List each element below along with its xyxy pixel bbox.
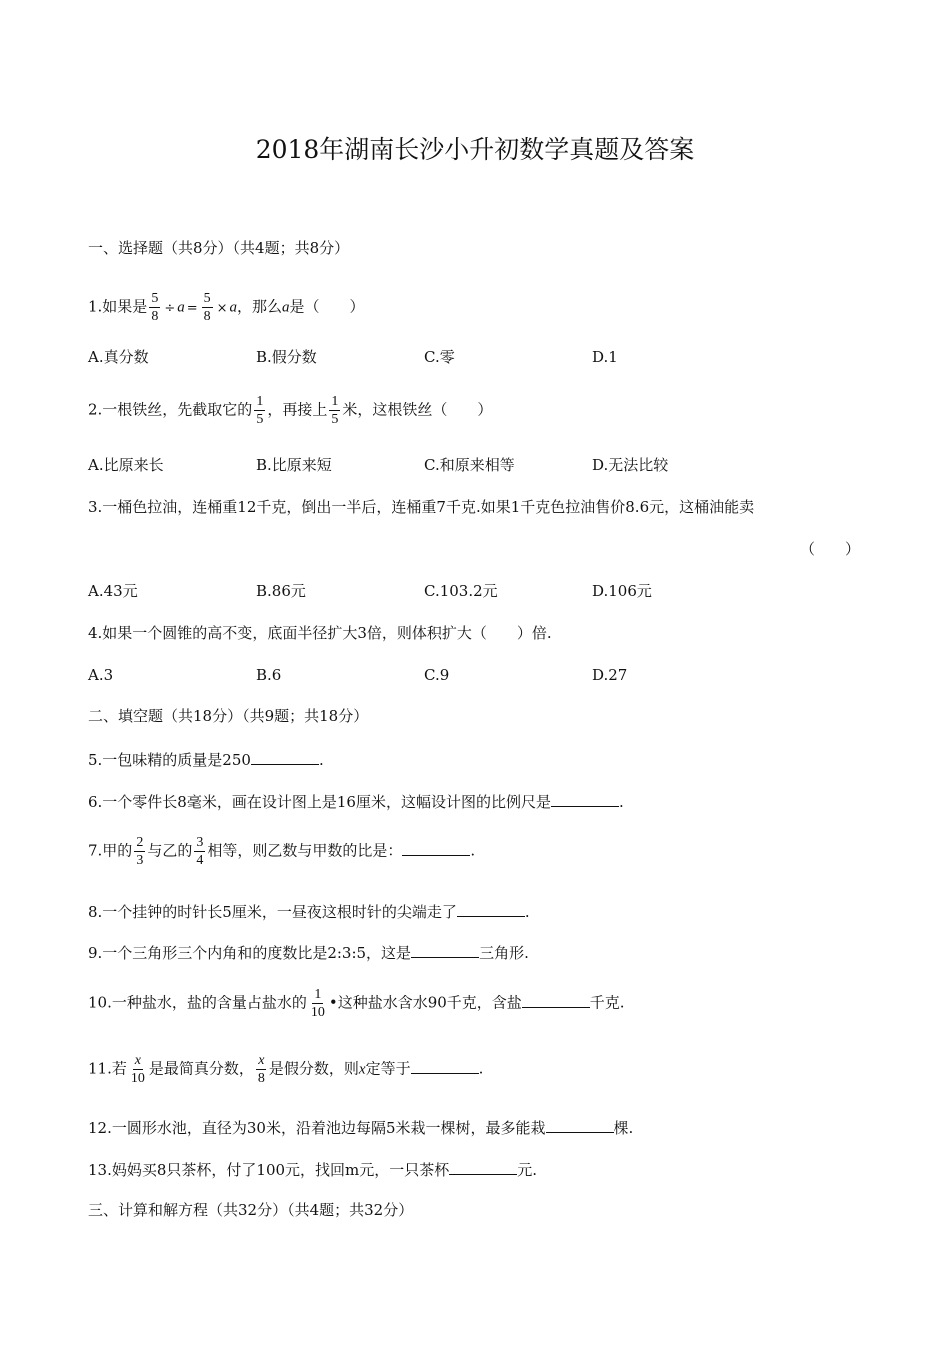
q3-option-d: D.106元 <box>592 582 652 600</box>
q8-suffix: . <box>524 903 530 921</box>
q6-prefix: 6.一个零件长8毫米，画在设计图上是16厘米，这幅设计图的比例尺是 <box>88 793 551 811</box>
q11-blank[interactable] <box>411 1057 479 1074</box>
question-12 <box>88 1116 633 1138</box>
q10-blank[interactable] <box>522 991 590 1008</box>
q2-mid: ，再接上 <box>267 400 328 419</box>
q2-frac2-numerator: 1 <box>331 394 339 409</box>
q3-option-b: B.86元 <box>256 582 306 600</box>
q10-mid: •这种盐水含水90千克，含盐 <box>328 993 522 1012</box>
q7-blank[interactable] <box>402 839 470 856</box>
q6-suffix: . <box>618 793 624 811</box>
q13-prefix: 13.妈妈买8只茶杯，付了100元，找回m元，一只茶杯 <box>88 1161 450 1179</box>
question-9 <box>88 941 529 963</box>
q1-var-a: a <box>177 299 185 316</box>
q1-option-a: A.真分数 <box>88 348 149 366</box>
q2-prefix: 2.一根铁丝，先截取它的 <box>88 400 253 419</box>
q11-mid3: 定等于 <box>365 1059 411 1078</box>
q1-frac2-numerator: 5 <box>203 291 211 306</box>
q11-mid: 是最简真分数， <box>148 1059 254 1078</box>
q2-fraction-1 <box>254 393 265 428</box>
q4-option-c: C.9 <box>424 666 450 684</box>
q13-suffix: 元. <box>517 1161 538 1179</box>
page-title: 2018年湖南长沙小升初数学真题及答案 <box>255 135 695 164</box>
q7-frac2-denominator: 4 <box>196 853 204 868</box>
q7-fraction-2 <box>194 834 205 869</box>
q1-var-a-2: a <box>229 299 238 316</box>
q10-fraction <box>309 986 327 1021</box>
q2-fraction-2 <box>329 393 340 428</box>
q7-prefix: 7.甲的 <box>88 841 133 860</box>
q10-suffix: 千克. <box>589 993 625 1012</box>
q1-option-c: C.零 <box>424 348 455 366</box>
q1-multiply-sign: × <box>216 300 228 316</box>
q1-frac1-numerator: 5 <box>151 291 159 306</box>
q4-option-d: D.27 <box>592 666 628 684</box>
q1-option-d: D.1 <box>592 348 618 366</box>
q1-suffix-2: 是（ ） <box>289 297 365 316</box>
q6-blank[interactable] <box>551 790 619 807</box>
q2-frac1-numerator: 1 <box>256 394 264 409</box>
q9-blank[interactable] <box>411 941 479 958</box>
q8-prefix: 8.一个挂钟的时针长5厘米，一昼夜这根时针的尖端走了 <box>88 903 457 921</box>
q1-fraction-2 <box>202 290 213 325</box>
q1-equals-sign: = <box>186 300 198 316</box>
q11-frac2-denominator: 8 <box>257 1071 265 1086</box>
q7-frac1-denominator: 3 <box>136 853 144 868</box>
question-8 <box>88 900 530 922</box>
question-2 <box>88 393 492 428</box>
question-4: 4.如果一个圆锥的高不变，底面半径扩大3倍，则体积扩大（ ）倍. <box>88 624 552 642</box>
q11-fraction-2 <box>256 1052 267 1087</box>
q11-fraction-1 <box>129 1052 147 1087</box>
q8-blank[interactable] <box>457 900 525 917</box>
q5-prefix: 5.一包味精的质量是250 <box>88 751 251 769</box>
section-heading-choice: 一、选择题（共8分）（共4题；共8分） <box>88 239 350 257</box>
question-1 <box>88 290 365 325</box>
question-6 <box>88 790 624 812</box>
question-3: 3.一桶色拉油，连桶重12千克，倒出一半后，连桶重7千克.如果1千克色拉油售价8.6元，这桶油能卖 <box>88 498 755 516</box>
question-5 <box>88 748 324 770</box>
section-heading-calculation: 三、计算和解方程（共32分）（共4题；共32分） <box>88 1201 414 1219</box>
q3-answer-paren: （ ） <box>800 540 861 558</box>
q1-frac1-denominator: 8 <box>151 309 159 324</box>
q2-option-b: B.比原来短 <box>256 456 332 474</box>
q1-var-a-3: a <box>282 299 290 316</box>
q11-var-x: x <box>358 1061 366 1078</box>
q7-frac2-numerator: 3 <box>196 835 204 850</box>
q1-prefix: 1.如果是 <box>88 297 148 316</box>
section-heading-fill: 二、填空题（共18分）（共9题；共18分） <box>88 707 369 725</box>
q11-frac1-numerator: x <box>134 1053 141 1068</box>
q10-prefix: 10.一种盐水，盐的含量占盐水的 <box>88 993 307 1012</box>
q7-frac1-numerator: 2 <box>136 835 144 850</box>
q2-option-a: A.比原来长 <box>88 456 164 474</box>
q11-frac2-numerator: x <box>258 1053 265 1068</box>
q7-end: . <box>470 841 476 860</box>
q7-mid: 与乙的 <box>147 841 193 860</box>
q11-mid2: 是假分数，则 <box>268 1059 359 1078</box>
q4-option-b: B.6 <box>256 666 282 684</box>
q5-blank[interactable] <box>251 748 319 765</box>
question-13 <box>88 1158 537 1180</box>
q11-suffix: . <box>478 1059 484 1078</box>
q2-option-d: D.无法比较 <box>592 456 669 474</box>
q12-prefix: 12.一圆形水池，直径为30米，沿着池边每隔5米栽一棵树，最多能栽 <box>88 1119 546 1137</box>
q12-suffix: 棵. <box>613 1119 634 1137</box>
q3-option-a: A.43元 <box>88 582 138 600</box>
q1-divide-sign: ÷ <box>164 300 176 316</box>
q10-frac-denominator: 10 <box>310 1005 325 1020</box>
q2-frac1-denominator: 5 <box>256 412 264 427</box>
q12-blank[interactable] <box>546 1116 614 1133</box>
q7-suffix: 相等，则乙数与甲数的比是： <box>207 841 403 860</box>
q1-option-b: B.假分数 <box>256 348 317 366</box>
q4-option-a: A.3 <box>88 666 114 684</box>
q11-prefix: 11.若 <box>88 1059 127 1078</box>
q9-prefix: 9.一个三角形三个内角和的度数比是2:3:5，这是 <box>88 944 412 962</box>
q1-fraction-1 <box>149 290 160 325</box>
q9-suffix: 三角形. <box>479 944 529 962</box>
q1-frac2-denominator: 8 <box>203 309 211 324</box>
q2-suffix: 米，这根铁丝（ ） <box>342 400 493 419</box>
q10-frac-numerator: 1 <box>314 987 322 1002</box>
question-10 <box>88 986 625 1021</box>
question-11 <box>88 1052 483 1087</box>
q5-suffix: . <box>318 751 324 769</box>
q2-frac2-denominator: 5 <box>331 412 339 427</box>
q1-suffix: ，那么 <box>237 297 283 316</box>
q2-option-c: C.和原来相等 <box>424 456 515 474</box>
q11-frac1-denominator: 10 <box>130 1071 145 1086</box>
q3-option-c: C.103.2元 <box>424 582 498 600</box>
q7-fraction-1 <box>134 834 145 869</box>
q13-blank[interactable] <box>449 1158 517 1175</box>
question-7 <box>88 834 475 869</box>
